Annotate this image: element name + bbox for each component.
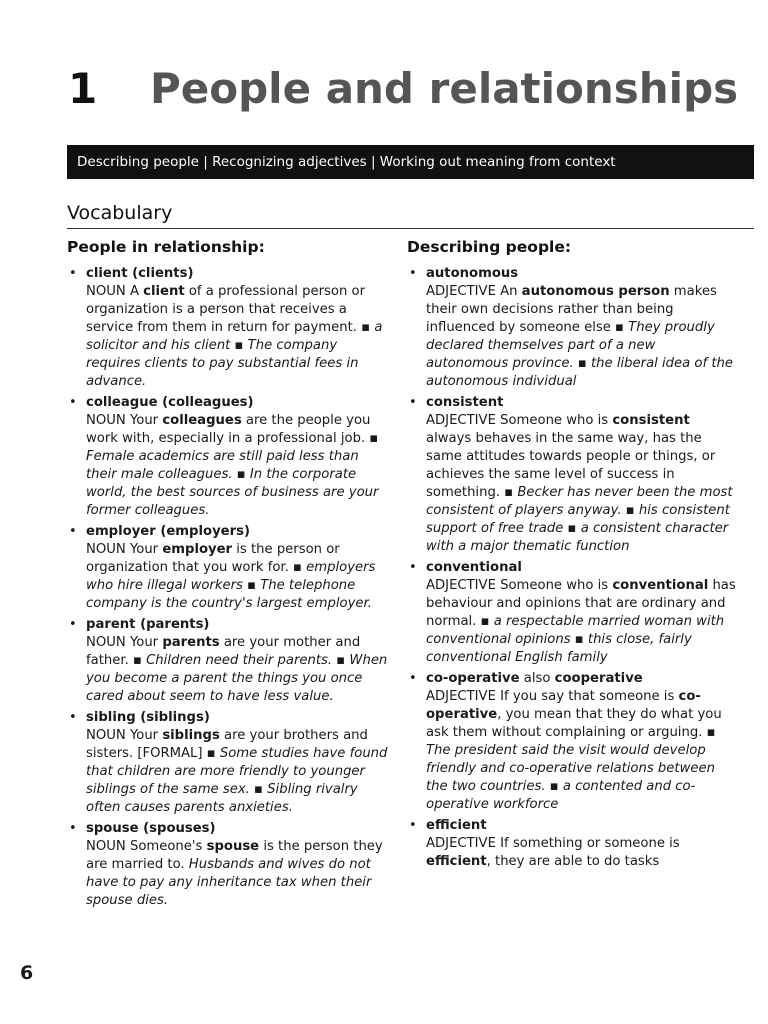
- topics-banner: Describing people | Recognizing adjectives | Working out meaning from context: [67, 145, 754, 179]
- column-heading: Describing people:: [407, 238, 572, 256]
- list-item: [407, 559, 737, 667]
- bullet-icon: •: [69, 395, 77, 410]
- definition-keyword: co-operative: [426, 689, 701, 722]
- example-sentences: Husbands and wives do not have to pay any inheritance tax when their spouse dies.: [86, 857, 372, 908]
- headword: efficient: [426, 818, 487, 833]
- part-of-speech: NOUN: [86, 635, 126, 650]
- part-of-speech: NOUN: [86, 728, 126, 743]
- entry-list: [67, 265, 392, 910]
- list-item: [407, 394, 737, 556]
- definition-keyword: employer: [162, 542, 233, 557]
- bullet-icon: •: [69, 710, 77, 725]
- part-of-speech: NOUN: [86, 542, 126, 557]
- list-item: [67, 616, 392, 706]
- definition-text: has behaviour and opinions that are ordinary and normal.: [426, 578, 736, 629]
- definition-text: makes their own decisions rather than being influenced by someone else: [426, 284, 717, 335]
- definition-keyword: siblings: [162, 728, 220, 743]
- list-item: [67, 265, 392, 391]
- definition-text: An: [495, 284, 522, 299]
- headword-alternate: cooperative: [554, 671, 643, 686]
- list-item: [67, 709, 392, 817]
- entry-list: [407, 265, 737, 871]
- definition-text: always behaves in the same way, has the same attitudes towards people or things, or achieves the same level of success in something.: [426, 431, 716, 500]
- definition-keyword: conventional: [612, 578, 709, 593]
- headword: autonomous: [426, 266, 519, 281]
- definition-text: Your: [125, 542, 163, 557]
- page-number: 6: [20, 962, 34, 984]
- headword: colleague (colleagues): [86, 395, 254, 410]
- example-sentences: ▪ Some studies have found that children are more friendly to younger siblings of the same sex. ▪ Sibling rivalry often causes parents anxieties.: [86, 746, 388, 815]
- list-item: [67, 523, 392, 613]
- chapter-name: People and relationships: [150, 64, 739, 113]
- list-item: [67, 394, 392, 520]
- list-item: [407, 817, 737, 871]
- section-heading: Vocabulary: [67, 202, 173, 224]
- part-of-speech: ADJECTIVE: [426, 689, 496, 704]
- example-sentences: ▪ a solicitor and his client ▪ The company requires clients to pay substantial fees in advance.: [86, 320, 383, 389]
- definition-keyword: parents: [162, 635, 220, 650]
- right-column: [407, 238, 737, 874]
- headword: client (clients): [86, 266, 194, 281]
- definition-text: , they are able to do tasks: [486, 854, 660, 869]
- list-item: [407, 670, 737, 814]
- chapter-title: [68, 64, 738, 113]
- definition-text: are your mother and father.: [86, 635, 361, 668]
- part-of-speech: ADJECTIVE: [426, 413, 496, 428]
- bullet-icon: •: [409, 818, 417, 833]
- headword: parent (parents): [86, 617, 210, 632]
- bullet-icon: •: [69, 524, 77, 539]
- definition-text: A: [125, 284, 144, 299]
- definition-text: Your: [125, 728, 163, 743]
- part-of-speech: ADJECTIVE: [426, 284, 496, 299]
- chapter-number: 1: [68, 64, 98, 113]
- example-sentences: ▪ Children need their parents. ▪ When you become a parent the things you once cared about seem to have less value.: [86, 653, 388, 704]
- headword: sibling (siblings): [86, 710, 210, 725]
- definition-text: Someone who is: [495, 578, 613, 593]
- definition-keyword: spouse: [206, 839, 260, 854]
- part-of-speech: NOUN: [86, 413, 126, 428]
- bullet-icon: •: [69, 821, 77, 836]
- part-of-speech: NOUN: [86, 839, 126, 854]
- bullet-icon: •: [409, 395, 417, 410]
- column-heading: People in relationship:: [67, 238, 265, 256]
- definition-text: If you say that someone is: [495, 689, 679, 704]
- definition-text: Your: [125, 635, 163, 650]
- definition-text: , you mean that they do what you ask them without complaining or arguing.: [426, 707, 722, 740]
- left-column: [67, 238, 392, 913]
- bullet-icon: •: [409, 266, 417, 281]
- definition-keyword: client: [143, 284, 185, 299]
- definition-text: If something or someone is: [495, 836, 680, 851]
- definition-text: Someone's: [125, 839, 207, 854]
- example-sentences: ▪ a respectable married woman with conventional opinions ▪ this close, fairly conventional English family: [426, 614, 725, 665]
- definition-keyword: autonomous person: [521, 284, 670, 299]
- definition-text: Your: [125, 413, 163, 428]
- headword: spouse (spouses): [86, 821, 216, 836]
- example-sentences: ▪ Becker has never been the most consistent of players anyway. ▪ his consistent support of free trade ▪ a consistent character with a major thematic function: [426, 485, 733, 554]
- headword: co-operative: [426, 671, 520, 686]
- example-sentences: ▪ They proudly declared themselves part of a new autonomous province. ▪ the liberal idea of the autonomous individual: [426, 320, 733, 389]
- headword: consistent: [426, 395, 504, 410]
- example-sentences: ▪ Female academics are still paid less than their male colleagues. ▪ In the corporate world, the best sources of business are your former colleagues.: [86, 431, 379, 518]
- definition-text: is the person they are married to.: [86, 839, 383, 872]
- part-of-speech: NOUN: [86, 284, 126, 299]
- list-item: [407, 265, 737, 391]
- definition-text: is the person or organization that you work for.: [86, 542, 340, 575]
- list-item: [67, 820, 392, 910]
- definition-keyword: consistent: [612, 413, 690, 428]
- part-of-speech: ADJECTIVE: [426, 578, 496, 593]
- definition-keyword: efficient: [426, 854, 487, 869]
- bullet-icon: •: [69, 266, 77, 281]
- headword: employer (employers): [86, 524, 250, 539]
- definition-text: of a professional person or organization is a person that receives a service from them in return for payment.: [86, 284, 366, 335]
- section-divider: [67, 228, 754, 229]
- part-of-speech: ADJECTIVE: [426, 836, 496, 851]
- definition-text: Someone who is: [495, 413, 613, 428]
- example-sentences: ▪ The president said the visit would develop friendly and co-operative relations between the two countries. ▪ a contented and co-operative workforce: [426, 725, 716, 812]
- bullet-icon: •: [409, 671, 417, 686]
- example-sentences: ▪ employers who hire illegal workers ▪ The telephone company is the country's largest employer.: [86, 560, 376, 611]
- definition-keyword: colleagues: [162, 413, 242, 428]
- definition-text: are your brothers and sisters. [FORMAL]: [86, 728, 368, 761]
- bullet-icon: •: [69, 617, 77, 632]
- bullet-icon: •: [409, 560, 417, 575]
- headword-connector: also: [519, 671, 555, 686]
- definition-text: are the people you work with, especially in a professional job.: [86, 413, 371, 446]
- headword: conventional: [426, 560, 522, 575]
